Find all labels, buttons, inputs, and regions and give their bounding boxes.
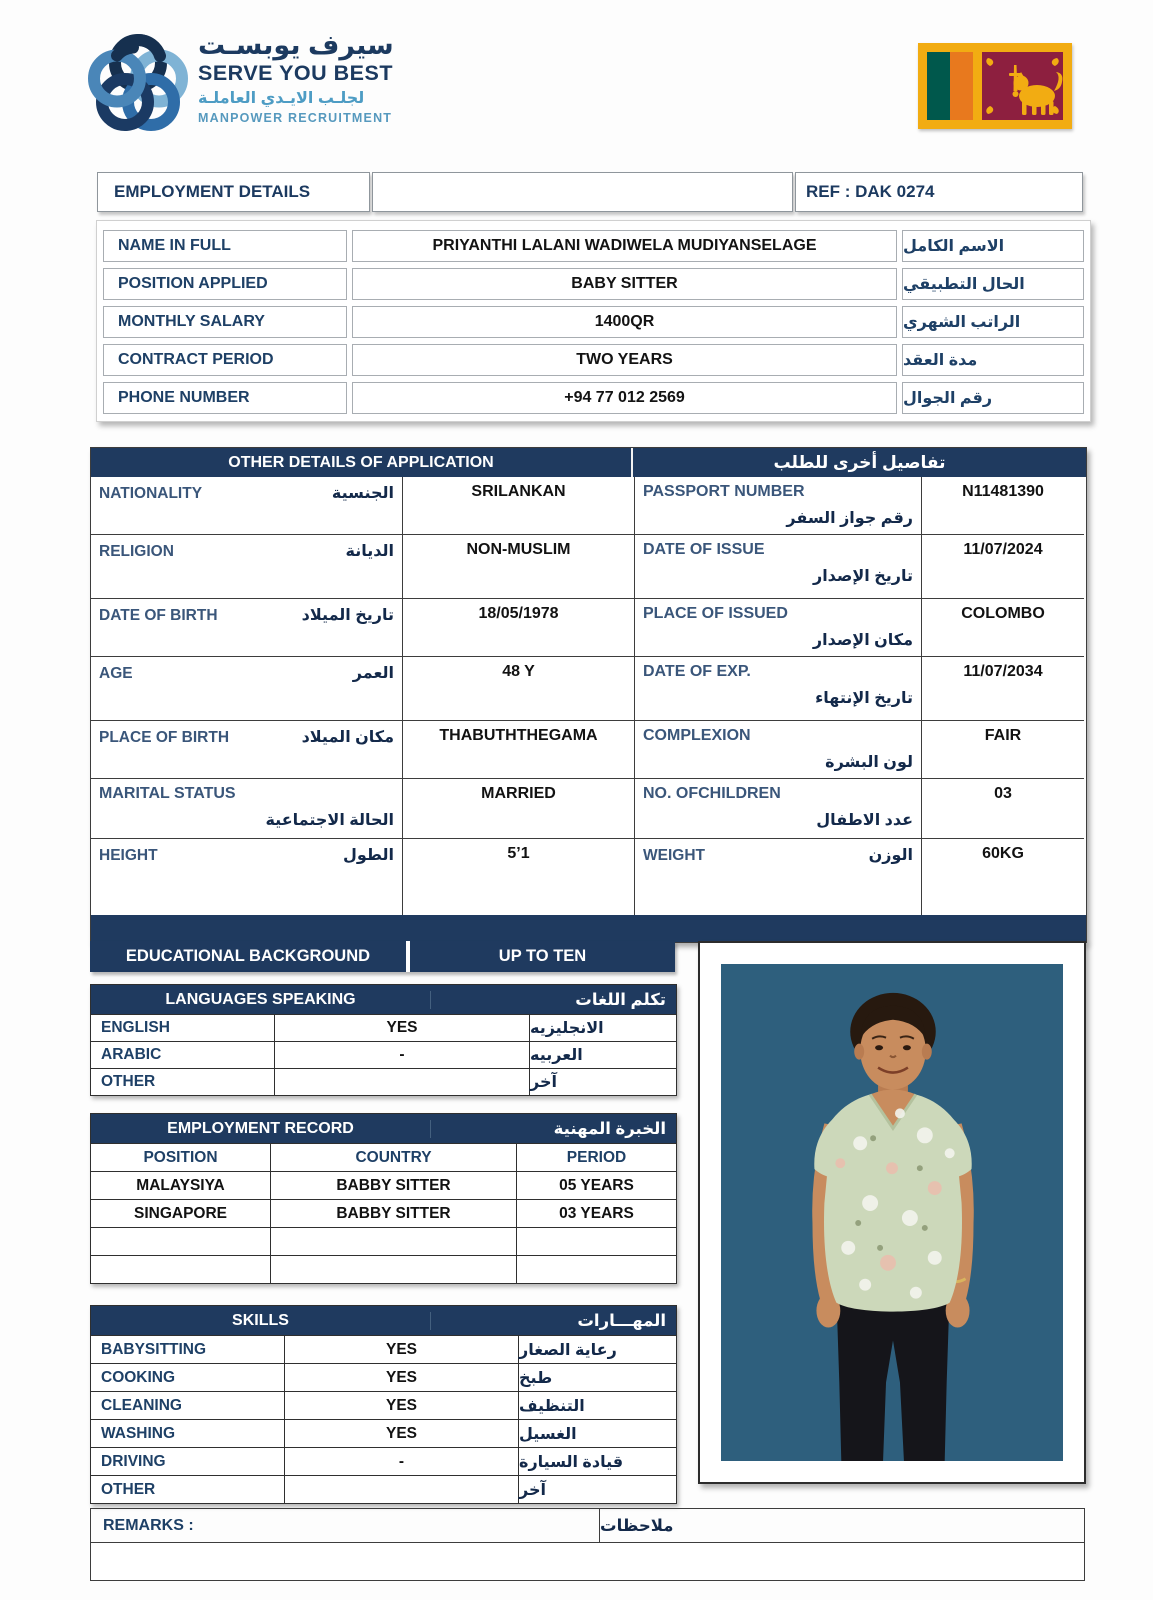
field-value: 11/07/2034 xyxy=(922,657,1084,721)
applicant-photo xyxy=(698,941,1086,1484)
section-title: EMPLOYMENT DETAILS xyxy=(97,172,370,212)
table-row xyxy=(103,268,1084,300)
field-label: CONTRACT PERIOD xyxy=(103,344,347,376)
field-label-arabic: مكان الميلاد xyxy=(301,729,394,746)
field-label-arabic: الوزن xyxy=(868,847,913,864)
field-value: FAIR xyxy=(922,721,1084,779)
section-title: LANGUAGES SPEAKING xyxy=(91,991,431,1009)
field-value: 48 Y xyxy=(403,657,635,721)
skill-label-arabic: طبخ xyxy=(519,1363,676,1391)
educational-background-bar xyxy=(90,941,675,972)
field-value: MARRIED xyxy=(403,779,635,839)
field-label: NAME IN FULL xyxy=(103,230,347,262)
skill-value: YES xyxy=(285,1335,519,1363)
table-row xyxy=(91,657,1086,721)
record-position xyxy=(91,1227,271,1255)
skill-label-arabic: التنظيف xyxy=(519,1391,676,1419)
skill-label: BABYSITTING xyxy=(91,1335,285,1363)
languages-table xyxy=(90,984,677,1096)
remarks-label: REMARKS : xyxy=(90,1508,600,1543)
field-value: 1400QR xyxy=(352,306,897,338)
field-label: COMPLEXION xyxy=(643,727,751,744)
field-value: SRILANKAN xyxy=(403,477,635,535)
record-country xyxy=(271,1227,517,1255)
section-title: EDUCATIONAL BACKGROUND xyxy=(90,941,410,972)
field-label: AGE xyxy=(99,665,133,682)
language-label: ARABIC xyxy=(91,1041,275,1068)
language-label: OTHER xyxy=(91,1068,275,1095)
language-value: - xyxy=(275,1041,530,1068)
field-label-arabic: الحالة الاجتماعية xyxy=(265,812,394,829)
table-row xyxy=(103,344,1084,376)
field-value: 03 xyxy=(922,779,1084,839)
field-label: DATE OF EXP. xyxy=(643,663,751,680)
empty-cell xyxy=(372,172,793,212)
employment-record-table xyxy=(90,1113,677,1284)
other-details-header xyxy=(91,448,1086,477)
applicant-photo-image xyxy=(721,964,1063,1461)
column-header: POSITION xyxy=(91,1143,271,1171)
field-label: RELIGION xyxy=(99,543,174,560)
field-value: NON-MUSLIM xyxy=(403,535,635,599)
remarks-row xyxy=(90,1508,1085,1543)
field-label-arabic: مدة العقد xyxy=(902,344,1084,376)
record-period: 03 YEARS xyxy=(517,1199,676,1227)
section-title: OTHER DETAILS OF APPLICATION xyxy=(91,448,633,477)
field-label: NO. OFCHILDREN xyxy=(643,785,781,802)
field-label: PLACE OF BIRTH xyxy=(99,729,230,746)
table-row xyxy=(91,779,1086,839)
skill-label-arabic: قيادة السيارة xyxy=(519,1447,676,1475)
table-row xyxy=(91,839,1086,915)
language-value: YES xyxy=(275,1014,530,1041)
languages-header xyxy=(91,985,676,1014)
section-title: EMPLOYMENT RECORD xyxy=(91,1120,431,1138)
skill-value: YES xyxy=(285,1419,519,1447)
table-footer-bar xyxy=(91,915,1086,942)
agency-logo xyxy=(88,30,394,134)
logo-title: SERVE YOU BEST xyxy=(198,61,393,86)
field-value: 11/07/2024 xyxy=(922,535,1084,599)
skill-value: - xyxy=(285,1447,519,1475)
language-label-arabic: الانجليزيه xyxy=(530,1014,676,1041)
skill-label-arabic: الغسيل xyxy=(519,1419,676,1447)
record-period xyxy=(517,1255,676,1283)
skill-label: CLEANING xyxy=(91,1391,285,1419)
skill-label: DRIVING xyxy=(91,1447,285,1475)
section-title-arabic: الخبرة المهنية xyxy=(553,1119,666,1138)
field-label: NATIONALITY xyxy=(99,485,203,502)
field-value: +94 77 012 2569 xyxy=(352,382,897,414)
language-label-arabic: آخر xyxy=(530,1068,676,1095)
field-label: PHONE NUMBER xyxy=(103,382,347,414)
field-label-arabic: تاريخ الإصدار xyxy=(812,568,913,585)
field-label-arabic: الطول xyxy=(343,847,394,864)
education-level-value: UP TO TEN xyxy=(410,941,675,972)
section-title-arabic: تكلم اللغات xyxy=(575,990,666,1009)
field-label: MARITAL STATUS xyxy=(99,785,236,802)
field-value: PRIYANTHI LALANI WADIWELA MUDIYANSELAGE xyxy=(352,230,897,262)
field-label: DATE OF ISSUE xyxy=(643,541,765,558)
skill-label: COOKING xyxy=(91,1363,285,1391)
field-value: THABUTHTHEGAMA xyxy=(403,721,635,779)
skill-value: YES xyxy=(285,1391,519,1419)
remarks-label-arabic: ملاحظات xyxy=(600,1508,1085,1543)
language-value xyxy=(275,1068,530,1095)
record-position: SINGAPORE xyxy=(91,1199,271,1227)
field-label-arabic: تاريخ الإنتهاء xyxy=(815,690,913,707)
field-label: HEIGHT xyxy=(99,847,158,864)
section-title: SKILLS xyxy=(91,1312,431,1330)
record-country xyxy=(271,1255,517,1283)
table-row xyxy=(103,230,1084,262)
field-value: 18/05/1978 xyxy=(403,599,635,657)
employment-details-table xyxy=(96,220,1091,422)
employment-record-header xyxy=(91,1114,676,1143)
remarks-empty-field xyxy=(90,1543,1085,1581)
field-label-arabic: الديانة xyxy=(345,543,394,560)
field-label-arabic: الاسم الكامل xyxy=(902,230,1084,262)
employment-details-bar xyxy=(97,172,1083,212)
column-header: COUNTRY xyxy=(271,1143,517,1171)
record-country: BABBY SITTER xyxy=(271,1199,517,1227)
field-label-arabic: عدد الاطفال xyxy=(816,812,913,829)
column-header: PERIOD xyxy=(517,1143,676,1171)
knot-logo-icon xyxy=(88,30,188,134)
logo-subtitle: MANPOWER RECRUITMENT xyxy=(198,111,393,126)
table-row xyxy=(91,599,1086,657)
skill-label: WASHING xyxy=(91,1419,285,1447)
field-label: PLACE OF ISSUED xyxy=(643,605,788,622)
field-label-arabic: تاريخ الميلاد xyxy=(301,607,394,624)
skill-label-arabic: رعاية الصغار xyxy=(519,1335,676,1363)
record-position: MALAYSIYA xyxy=(91,1171,271,1199)
record-position xyxy=(91,1255,271,1283)
table-row xyxy=(91,535,1086,599)
field-value: N11481390 xyxy=(922,477,1084,535)
table-row xyxy=(103,382,1084,414)
table-row xyxy=(91,477,1086,535)
field-label-arabic: الراتب الشهري xyxy=(902,306,1084,338)
record-country: BABBY SITTER xyxy=(271,1171,517,1199)
field-label: WEIGHT xyxy=(643,847,705,864)
reference-number: REF : DAK 0274 xyxy=(795,172,1083,212)
skills-header xyxy=(91,1306,676,1335)
skills-table xyxy=(90,1305,677,1504)
field-value: COLOMBO xyxy=(922,599,1084,657)
skill-label: OTHER xyxy=(91,1475,285,1503)
logo-arabic-title: سيرف يوبسـت xyxy=(198,30,394,60)
language-label: ENGLISH xyxy=(91,1014,275,1041)
section-title-arabic: تفاصيل أخرى للطلب xyxy=(773,452,946,472)
section-title-arabic: المهـــارات xyxy=(577,1311,666,1330)
field-label-arabic: مكان الإصدار xyxy=(812,632,913,649)
skill-label-arabic: آخر xyxy=(519,1475,676,1503)
field-label-arabic: الحال التطبيقي xyxy=(902,268,1084,300)
table-row xyxy=(103,306,1084,338)
field-label-arabic: رقم الجوال xyxy=(902,382,1084,414)
field-label-arabic: العمر xyxy=(352,665,394,682)
record-period: 05 YEARS xyxy=(517,1171,676,1199)
field-label: DATE OF BIRTH xyxy=(99,607,218,624)
skill-value xyxy=(285,1475,519,1503)
field-label: PASSPORT NUMBER xyxy=(643,483,805,500)
field-label-arabic: رقم جواز السفر xyxy=(786,510,913,527)
field-label: MONTHLY SALARY xyxy=(103,306,347,338)
skill-value: YES xyxy=(285,1363,519,1391)
field-value: 5’1 xyxy=(403,839,635,915)
field-value: 60KG xyxy=(982,845,1024,862)
field-value: BABY SITTER xyxy=(352,268,897,300)
field-label-arabic: الجنسية xyxy=(331,485,394,502)
language-label-arabic: العربيه xyxy=(530,1041,676,1068)
table-row xyxy=(91,721,1086,779)
sri-lanka-flag xyxy=(918,43,1072,129)
record-period xyxy=(517,1227,676,1255)
field-label-arabic: لون البشرة xyxy=(825,754,913,771)
other-details-table xyxy=(90,447,1087,943)
field-value: TWO YEARS xyxy=(352,344,897,376)
logo-arabic-subtitle: لجلـب الايـدي العاملـة xyxy=(198,90,365,108)
field-label: POSITION APPLIED xyxy=(103,268,347,300)
